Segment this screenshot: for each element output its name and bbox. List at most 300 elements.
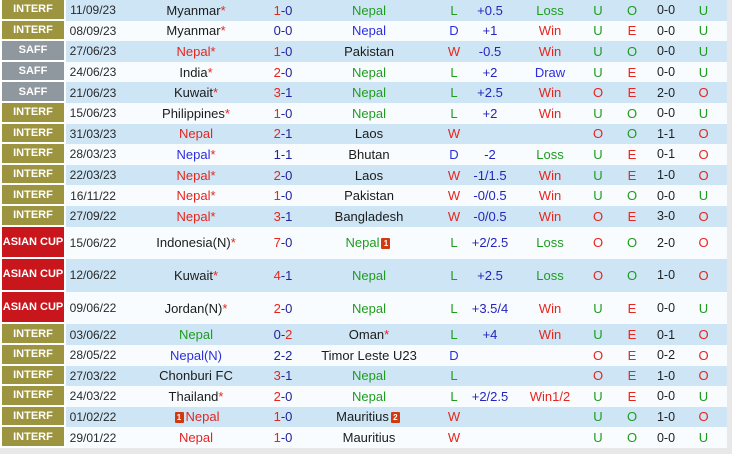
- over-under-result-2: U: [698, 188, 709, 204]
- match-date: 03/06/22: [69, 327, 117, 342]
- away-team[interactable]: [294, 348, 444, 363]
- result-letter: L: [450, 85, 458, 101]
- home-team[interactable]: [120, 3, 272, 18]
- match-row[interactable]: [0, 185, 727, 206]
- odd-even-result: O: [626, 105, 638, 121]
- handicap-outcome: Loss: [536, 2, 564, 18]
- away-goals: 2: [285, 347, 293, 363]
- away-team[interactable]: [294, 389, 444, 404]
- result-letter: L: [450, 368, 458, 384]
- score-dash: -: [280, 327, 286, 343]
- handicap-outcome: Win: [538, 300, 562, 316]
- away-goals: 0: [285, 43, 293, 59]
- away-team[interactable]: [294, 106, 444, 121]
- handicap-outcome: Win: [538, 85, 562, 101]
- away-goals: 0: [285, 105, 293, 121]
- over-under-result-2: U: [698, 430, 709, 446]
- away-advantage-asterisk: *: [384, 327, 390, 343]
- score-dash: -: [280, 146, 286, 162]
- full-time-score: [272, 301, 294, 316]
- over-under-result: U: [593, 167, 603, 183]
- away-team[interactable]: [294, 209, 444, 224]
- home-team[interactable]: [120, 430, 272, 445]
- match-row[interactable]: [0, 206, 727, 227]
- home-team-name: Nepal: [176, 208, 211, 224]
- over-under-result-2: O: [698, 146, 709, 162]
- away-team[interactable]: [294, 235, 444, 250]
- over-under-result-2: O: [698, 85, 709, 101]
- half-time-score: 2-0: [656, 85, 676, 100]
- away-team[interactable]: [294, 168, 444, 183]
- over-under-result: O: [592, 208, 604, 224]
- home-goals: 1: [273, 105, 281, 121]
- home-team[interactable]: [120, 368, 272, 383]
- away-team-name: Timor Leste U23: [321, 347, 417, 363]
- match-row[interactable]: [0, 427, 727, 448]
- handicap-outcome: Win: [538, 105, 562, 121]
- competition-label: INTERF: [0, 324, 66, 345]
- home-team-name: Nepal: [179, 126, 213, 142]
- away-team[interactable]: [294, 430, 444, 445]
- match-row[interactable]: [0, 386, 727, 407]
- asian-handicap-value: -0/0.5: [473, 208, 507, 224]
- full-time-score: [272, 430, 294, 445]
- home-team-name: Nepal: [176, 43, 211, 59]
- home-advantage-asterisk: *: [210, 208, 216, 224]
- competition-label: INTERF: [0, 407, 66, 428]
- over-under-result-2: O: [698, 126, 709, 142]
- match-row[interactable]: [0, 292, 727, 325]
- away-goals: 1: [285, 208, 293, 224]
- home-advantage-asterisk: *: [212, 85, 219, 101]
- half-time-score: 1-1: [656, 126, 676, 141]
- home-team-name: Myanmar: [166, 2, 221, 18]
- half-time-score: 0-0: [656, 65, 676, 80]
- home-team[interactable]: [120, 106, 272, 121]
- odd-even-result: O: [626, 2, 638, 18]
- home-goals: 1: [273, 43, 281, 59]
- match-row[interactable]: [0, 21, 727, 42]
- away-team[interactable]: [294, 23, 444, 38]
- away-goals: 0: [285, 188, 293, 204]
- full-time-score: [272, 409, 294, 424]
- match-row[interactable]: [0, 259, 727, 292]
- away-goals: 0: [285, 2, 293, 18]
- odd-even-result: O: [626, 43, 638, 59]
- away-team[interactable]: [294, 147, 444, 162]
- full-time-score: [272, 147, 294, 162]
- home-team[interactable]: [120, 348, 272, 363]
- result-letter: L: [450, 2, 458, 18]
- competition-label: INTERF: [0, 144, 66, 165]
- home-advantage-asterisk: *: [212, 267, 219, 283]
- over-under-result: O: [592, 267, 604, 283]
- home-team[interactable]: [120, 85, 272, 100]
- score-dash: -: [280, 85, 286, 101]
- home-team-name: Nepal: [179, 430, 213, 446]
- half-time-score: 0-0: [656, 106, 676, 121]
- match-date: 28/05/22: [69, 348, 117, 363]
- home-goals: 2: [273, 64, 281, 80]
- full-time-score: [272, 85, 294, 100]
- half-time-score: 0-0: [656, 3, 676, 18]
- home-advantage-asterisk: *: [210, 43, 216, 59]
- score-dash: -: [280, 167, 286, 183]
- home-team-name: Nepal: [176, 188, 211, 204]
- away-goals: 0: [285, 64, 293, 80]
- result-letter: W: [447, 167, 461, 183]
- red-card-icon: 1: [381, 238, 390, 249]
- half-time-score: 0-0: [656, 188, 676, 203]
- full-time-score: [272, 126, 294, 141]
- match-date: 29/01/22: [69, 430, 117, 445]
- asian-handicap-value: +0.5: [477, 2, 503, 18]
- handicap-outcome: Draw: [534, 64, 566, 80]
- score-dash: -: [280, 43, 286, 59]
- odd-even-result: E: [627, 347, 637, 363]
- home-team[interactable]: [120, 327, 272, 342]
- home-goals: 3: [273, 208, 281, 224]
- result-letter: W: [447, 43, 461, 59]
- away-team-name: Bangladesh: [334, 208, 404, 224]
- match-row[interactable]: [0, 345, 727, 366]
- home-team-name: Jordan(N): [164, 300, 223, 316]
- over-under-result: U: [593, 64, 603, 80]
- away-team[interactable]: [294, 327, 444, 342]
- half-time-score: 0-0: [656, 44, 676, 59]
- over-under-result: U: [593, 2, 603, 18]
- home-goals: 3: [273, 85, 281, 101]
- score-dash: -: [280, 188, 286, 204]
- away-team[interactable]: [294, 44, 444, 59]
- score-dash: -: [280, 105, 286, 121]
- home-team-name: Thailand: [168, 388, 219, 404]
- match-row[interactable]: [0, 407, 727, 428]
- match-date: 12/06/22: [69, 268, 117, 283]
- match-row[interactable]: [0, 227, 727, 260]
- away-team[interactable]: [294, 368, 444, 383]
- competition-label: INTERF: [0, 103, 66, 124]
- over-under-result: U: [593, 105, 603, 121]
- away-team-name: Laos: [354, 126, 384, 142]
- competition-label: INTERF: [0, 345, 66, 366]
- odd-even-result: E: [627, 23, 637, 39]
- match-date: 15/06/23: [69, 106, 117, 121]
- home-goals: 2: [273, 126, 281, 142]
- home-team-name: Nepal: [179, 327, 213, 343]
- home-goals: 7: [273, 235, 281, 251]
- home-team-name: Kuwait: [173, 267, 213, 283]
- away-team-name: Nepal: [345, 235, 380, 251]
- asian-handicap-value: +2: [482, 64, 498, 80]
- half-time-score: 0-0: [656, 23, 676, 38]
- home-team-name: Nepal: [176, 146, 211, 162]
- home-team[interactable]: [120, 23, 272, 38]
- result-letter: D: [449, 347, 459, 363]
- home-goals: 4: [273, 267, 281, 283]
- half-time-score: 0-0: [656, 301, 676, 316]
- away-team-name: Pakistan: [344, 43, 394, 59]
- competition-label: SAFF: [0, 62, 66, 83]
- over-under-result-2: U: [698, 2, 709, 18]
- asian-handicap-value: -0/0.5: [473, 188, 507, 204]
- match-row[interactable]: [0, 324, 727, 345]
- full-time-score: [272, 327, 294, 342]
- match-row[interactable]: [0, 165, 727, 186]
- away-team[interactable]: [294, 409, 444, 424]
- full-time-score: [272, 348, 294, 363]
- match-date: 01/02/22: [69, 409, 117, 424]
- match-date: 21/06/23: [69, 85, 117, 100]
- away-goals: 1: [285, 368, 293, 384]
- match-date: 11/09/23: [70, 3, 116, 18]
- home-team-name: Kuwait: [173, 85, 213, 101]
- home-team[interactable]: [120, 126, 272, 141]
- score-dash: -: [280, 388, 286, 404]
- away-team-name: Nepal: [352, 105, 386, 121]
- match-date: 09/06/22: [69, 301, 117, 316]
- away-team-name: Nepal: [352, 368, 386, 384]
- score-dash: -: [280, 126, 286, 142]
- competition-label: INTERF: [0, 427, 66, 448]
- result-letter: L: [450, 388, 458, 404]
- half-time-score: 1-0: [656, 409, 676, 424]
- odd-even-result: O: [626, 235, 638, 251]
- asian-handicap-value: -0.5: [478, 43, 502, 59]
- away-goals: 1: [285, 126, 293, 142]
- away-team-name: Laos: [354, 167, 384, 183]
- asian-handicap-value: +3.5/4: [471, 300, 509, 316]
- over-under-result-2: U: [698, 43, 709, 59]
- home-advantage-asterisk: *: [210, 146, 216, 162]
- over-under-result-2: O: [698, 235, 709, 251]
- home-team-name: Philippines: [162, 105, 225, 121]
- away-team-name: Nepal: [352, 2, 386, 18]
- match-date: 27/09/22: [69, 209, 117, 224]
- full-time-score: [272, 3, 294, 18]
- away-team[interactable]: [294, 301, 444, 316]
- odd-even-result: E: [627, 208, 637, 224]
- home-team-name: Nepal(N): [169, 347, 222, 363]
- away-goals: 1: [285, 85, 293, 101]
- half-time-score: 0-0: [656, 430, 676, 445]
- away-goals: 2: [285, 327, 293, 343]
- result-letter: W: [447, 188, 461, 204]
- match-date: 15/06/22: [69, 235, 117, 250]
- away-goals: 0: [285, 235, 293, 251]
- half-time-score: 0-0: [656, 389, 676, 404]
- away-goals: 0: [285, 409, 293, 425]
- half-time-score: 3-0: [656, 209, 676, 224]
- away-goals: 0: [285, 430, 293, 446]
- score-dash: -: [280, 23, 286, 39]
- odd-even-result: E: [627, 64, 637, 80]
- handicap-outcome: Win1/2: [529, 388, 571, 404]
- match-row[interactable]: [0, 103, 727, 124]
- competition-label: ASIAN CUP: [0, 227, 66, 260]
- score-dash: -: [280, 208, 286, 224]
- home-team[interactable]: [120, 268, 272, 283]
- result-letter: L: [450, 327, 458, 343]
- handicap-outcome: Loss: [536, 235, 564, 251]
- away-team[interactable]: [294, 85, 444, 100]
- half-time-score: 0-1: [656, 327, 676, 342]
- away-team[interactable]: [294, 188, 444, 203]
- result-letter: W: [447, 409, 461, 425]
- half-time-score: 1-0: [656, 368, 676, 383]
- away-team-name: Mauritius: [342, 430, 396, 446]
- match-date: 24/06/23: [69, 65, 117, 80]
- score-dash: -: [280, 430, 286, 446]
- odd-even-result: O: [626, 430, 638, 446]
- home-goals: 0: [273, 23, 281, 39]
- odd-even-result: E: [627, 368, 637, 384]
- away-team[interactable]: [294, 268, 444, 283]
- home-advantage-asterisk: *: [224, 105, 230, 121]
- competition-label: ASIAN CUP: [0, 292, 66, 325]
- full-time-score: [272, 209, 294, 224]
- odd-even-result: E: [627, 327, 637, 343]
- full-time-score: [272, 106, 294, 121]
- away-goals: 0: [285, 300, 293, 316]
- match-date: 16/11/22: [70, 188, 116, 203]
- odd-even-result: E: [627, 388, 637, 404]
- over-under-result-2: U: [698, 300, 709, 316]
- home-advantage-asterisk: *: [210, 167, 216, 183]
- full-time-score: [272, 168, 294, 183]
- away-team[interactable]: [294, 126, 444, 141]
- half-time-score: 1-0: [656, 168, 676, 183]
- match-row[interactable]: [0, 62, 727, 83]
- over-under-result: U: [593, 430, 603, 446]
- match-date: 27/06/23: [69, 44, 117, 59]
- over-under-result-2: O: [698, 208, 709, 224]
- result-letter: W: [447, 430, 461, 446]
- odd-even-result: E: [627, 167, 637, 183]
- result-letter: D: [449, 23, 459, 39]
- over-under-result: U: [593, 146, 603, 162]
- home-team[interactable]: [120, 44, 272, 59]
- match-date: 27/03/22: [69, 368, 117, 383]
- over-under-result: O: [592, 347, 604, 363]
- full-time-score: [272, 44, 294, 59]
- competition-label: INTERF: [0, 124, 66, 145]
- competition-label: INTERF: [0, 21, 66, 42]
- score-dash: -: [280, 235, 286, 251]
- handicap-outcome: Loss: [536, 146, 564, 162]
- result-letter: L: [450, 105, 458, 121]
- home-advantage-asterisk: *: [220, 2, 226, 18]
- home-team[interactable]: [120, 209, 272, 224]
- over-under-result-2: U: [698, 388, 709, 404]
- over-under-result-2: O: [698, 347, 709, 363]
- away-team-name: Nepal: [352, 267, 386, 283]
- home-advantage-asterisk: *: [218, 388, 224, 404]
- away-team[interactable]: [294, 65, 444, 80]
- score-dash: -: [280, 267, 286, 283]
- over-under-result-2: O: [698, 327, 709, 343]
- score-dash: -: [280, 300, 286, 316]
- full-time-score: [272, 368, 294, 383]
- match-date: 08/09/23: [69, 23, 117, 38]
- asian-handicap-value: +2/2.5: [471, 388, 509, 404]
- home-team-name: Chonburi FC: [159, 368, 233, 384]
- odd-even-result: O: [626, 267, 638, 283]
- home-goals: 2: [273, 388, 281, 404]
- score-dash: -: [280, 2, 286, 18]
- home-goals: 1: [273, 188, 281, 204]
- match-date: 22/03/23: [69, 168, 117, 183]
- score-dash: -: [280, 347, 286, 363]
- match-row[interactable]: [0, 82, 727, 103]
- home-team[interactable]: [120, 301, 272, 316]
- home-goals: 0: [273, 327, 281, 343]
- asian-handicap-value: +4: [482, 327, 498, 343]
- home-team-name: Nepal: [185, 409, 220, 425]
- full-time-score: [272, 188, 294, 203]
- away-team[interactable]: [294, 3, 444, 18]
- home-team[interactable]: [120, 235, 272, 250]
- home-advantage-asterisk: *: [230, 235, 236, 251]
- home-team[interactable]: [120, 188, 272, 203]
- result-letter: D: [449, 146, 459, 162]
- half-time-score: 2-0: [656, 235, 676, 250]
- competition-label: INTERF: [0, 206, 66, 227]
- match-row[interactable]: [0, 124, 727, 145]
- home-team[interactable]: [120, 65, 272, 80]
- asian-handicap-value: +2: [482, 105, 498, 121]
- home-team[interactable]: [120, 147, 272, 162]
- over-under-result-2: U: [698, 23, 709, 39]
- asian-handicap-value: +2/2.5: [471, 235, 509, 251]
- match-row[interactable]: [0, 41, 727, 62]
- over-under-result-2: O: [698, 267, 709, 283]
- handicap-outcome: Win: [538, 327, 562, 343]
- asian-handicap-value: +1: [482, 23, 498, 39]
- result-letter: L: [450, 64, 458, 80]
- away-goals: 0: [285, 23, 293, 39]
- home-goals: 1: [273, 2, 281, 18]
- result-letter: W: [447, 208, 461, 224]
- over-under-result-2: U: [698, 105, 709, 121]
- home-team[interactable]: [120, 409, 272, 424]
- over-under-result: U: [593, 188, 603, 204]
- odd-even-result: E: [627, 146, 637, 162]
- over-under-result: O: [592, 85, 604, 101]
- home-goals: 2: [273, 300, 281, 316]
- over-under-result: U: [593, 300, 603, 316]
- handicap-outcome: Loss: [536, 267, 564, 283]
- match-date: 28/03/23: [69, 147, 117, 162]
- half-time-score: 0-1: [656, 147, 676, 162]
- away-team-name: Oman: [348, 327, 385, 343]
- half-time-score: 1-0: [656, 268, 676, 283]
- over-under-result-2: O: [698, 409, 709, 425]
- home-team[interactable]: [120, 168, 272, 183]
- home-goals: 2: [273, 347, 281, 363]
- over-under-result: O: [592, 368, 604, 384]
- home-team-name: India: [179, 64, 208, 80]
- asian-handicap-value: -2: [484, 146, 496, 162]
- match-row[interactable]: [0, 144, 727, 165]
- over-under-result: O: [592, 126, 604, 142]
- match-row[interactable]: [0, 0, 727, 21]
- away-team-name: Nepal: [352, 64, 386, 80]
- odd-even-result: E: [627, 85, 637, 101]
- home-team[interactable]: [120, 389, 272, 404]
- away-goals: 0: [285, 167, 293, 183]
- match-row[interactable]: [0, 366, 727, 387]
